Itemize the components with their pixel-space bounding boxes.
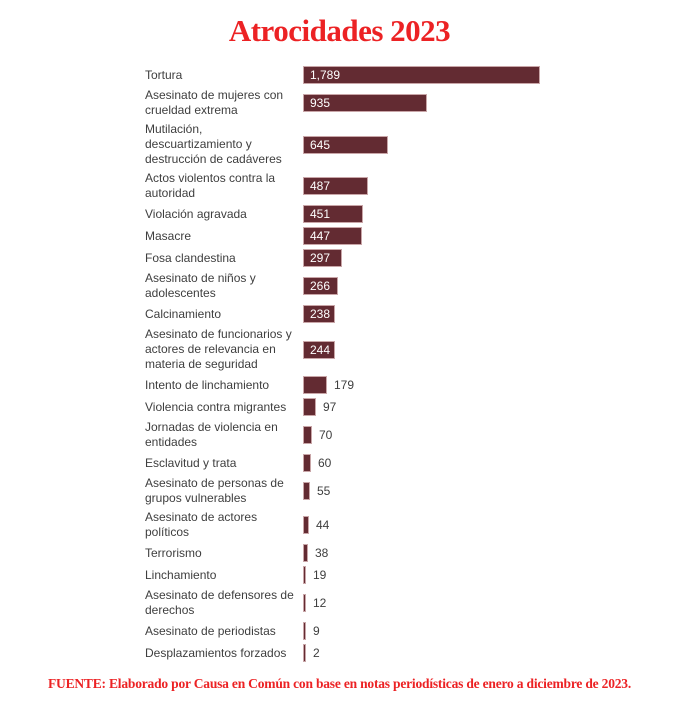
bar-area bbox=[303, 644, 649, 662]
value-label: 70 bbox=[319, 428, 333, 442]
bar bbox=[303, 227, 362, 245]
chart-row bbox=[145, 544, 649, 562]
value-label: 238 bbox=[310, 307, 331, 321]
chart-row bbox=[145, 227, 649, 245]
bar-area bbox=[303, 482, 649, 500]
category-label: Violencia contra migrantes bbox=[145, 399, 287, 414]
bar-area bbox=[303, 454, 649, 472]
bar bbox=[303, 66, 540, 84]
chart-row bbox=[145, 588, 649, 618]
bar bbox=[303, 136, 388, 154]
category-label: Jornadas de violencia en entidades bbox=[145, 420, 278, 449]
bar bbox=[303, 482, 310, 500]
chart-row bbox=[145, 171, 649, 201]
category-label: Asesinato de funcionarios y actores de relevancia en materia de seguridad bbox=[145, 327, 292, 371]
bar-area bbox=[303, 544, 649, 562]
bar-area bbox=[303, 94, 649, 112]
bar-area bbox=[303, 227, 649, 245]
bar bbox=[303, 177, 368, 195]
value-label: 55 bbox=[317, 484, 331, 498]
value-label: 179 bbox=[334, 378, 355, 392]
value-label: 451 bbox=[310, 207, 331, 221]
bar-area bbox=[303, 622, 649, 640]
category-label: Terrorismo bbox=[145, 545, 202, 560]
chart-row bbox=[145, 454, 649, 472]
bar-area bbox=[303, 398, 649, 416]
chart-row bbox=[145, 271, 649, 301]
bar-area bbox=[303, 205, 649, 223]
bar bbox=[303, 644, 306, 662]
category-label: Asesinato de personas de grupos vulnerables bbox=[145, 476, 284, 505]
bar bbox=[303, 426, 312, 444]
source-note: FUENTE: Elaborado por Causa en Común con base en notas periodísticas de enero a diciembre de 2023. bbox=[47, 676, 632, 691]
category-label: Tortura bbox=[145, 67, 183, 82]
value-label: 12 bbox=[313, 596, 327, 610]
value-label: 44 bbox=[316, 518, 330, 532]
value-label: 935 bbox=[310, 96, 331, 110]
category-label: Masacre bbox=[145, 228, 192, 243]
bar-area bbox=[303, 277, 649, 295]
category-label: Asesinato de actores políticos bbox=[145, 510, 258, 539]
bar bbox=[303, 205, 363, 223]
page-title: Atrocidades 2023 bbox=[228, 13, 451, 48]
chart-row bbox=[145, 376, 649, 394]
chart-row bbox=[145, 305, 649, 323]
category-label: Mutilación, descuartizamiento y destrucción de cadáveres bbox=[145, 122, 282, 166]
value-label: 9 bbox=[313, 624, 320, 638]
bar bbox=[303, 94, 427, 112]
value-label: 2 bbox=[313, 646, 320, 660]
bar bbox=[303, 376, 327, 394]
category-label: Actos violentos contra la autoridad bbox=[145, 171, 276, 200]
chart-row bbox=[145, 205, 649, 223]
category-label: Calcinamiento bbox=[145, 306, 222, 321]
bar-area bbox=[303, 305, 649, 323]
category-label: Esclavitud y trata bbox=[145, 455, 237, 470]
value-label: 645 bbox=[310, 137, 331, 152]
value-label: 19 bbox=[313, 568, 327, 582]
category-label: Linchamiento bbox=[145, 567, 217, 582]
value-label: 297 bbox=[310, 251, 331, 265]
bar-area bbox=[303, 136, 649, 154]
chart-row bbox=[145, 622, 649, 640]
bar-area bbox=[303, 249, 649, 267]
bar-chart bbox=[145, 66, 649, 662]
bar-area bbox=[303, 516, 649, 534]
category-label: Asesinato de niños y adolescentes bbox=[145, 271, 256, 300]
value-label: 244 bbox=[310, 342, 331, 357]
chart-row bbox=[145, 398, 649, 416]
chart-row bbox=[145, 88, 649, 118]
bar-area bbox=[303, 177, 649, 195]
bar bbox=[303, 341, 335, 359]
bar-area bbox=[303, 426, 649, 444]
chart-row bbox=[145, 566, 649, 584]
chart-row bbox=[145, 327, 649, 372]
category-label: Intento de linchamiento bbox=[145, 377, 270, 392]
bar bbox=[303, 398, 316, 416]
bar bbox=[303, 277, 338, 295]
bar-area bbox=[303, 341, 649, 359]
category-label: Violación agravada bbox=[145, 206, 247, 221]
category-label: Asesinato de defensores de derechos bbox=[145, 588, 294, 617]
category-label: Asesinato de mujeres con crueldad extrema bbox=[145, 88, 284, 117]
value-label: 60 bbox=[318, 456, 332, 470]
bar bbox=[303, 566, 306, 584]
chart-row bbox=[145, 644, 649, 662]
chart-row bbox=[145, 122, 649, 167]
bar-area bbox=[303, 376, 649, 394]
value-label: 1,789 bbox=[310, 68, 341, 82]
value-label: 447 bbox=[310, 229, 331, 243]
bar bbox=[303, 305, 335, 323]
bar-area bbox=[303, 66, 649, 84]
bar bbox=[303, 516, 309, 534]
chart-row bbox=[145, 476, 649, 506]
bar bbox=[303, 622, 306, 640]
value-label: 38 bbox=[315, 546, 329, 560]
category-label: Fosa clandestina bbox=[145, 250, 236, 265]
bar bbox=[303, 544, 308, 562]
value-label: 97 bbox=[323, 400, 337, 414]
bar bbox=[303, 249, 342, 267]
category-label: Asesinato de periodistas bbox=[145, 623, 276, 638]
bar-area bbox=[303, 566, 649, 584]
bar bbox=[303, 454, 311, 472]
chart-row bbox=[145, 420, 649, 450]
chart-row bbox=[145, 66, 649, 84]
bar bbox=[303, 594, 306, 612]
value-label: 487 bbox=[310, 179, 331, 193]
chart-row bbox=[145, 510, 649, 540]
bar-area bbox=[303, 594, 649, 612]
chart-row bbox=[145, 249, 649, 267]
value-label: 266 bbox=[310, 279, 331, 293]
category-label: Desplazamientos forzados bbox=[145, 645, 287, 660]
